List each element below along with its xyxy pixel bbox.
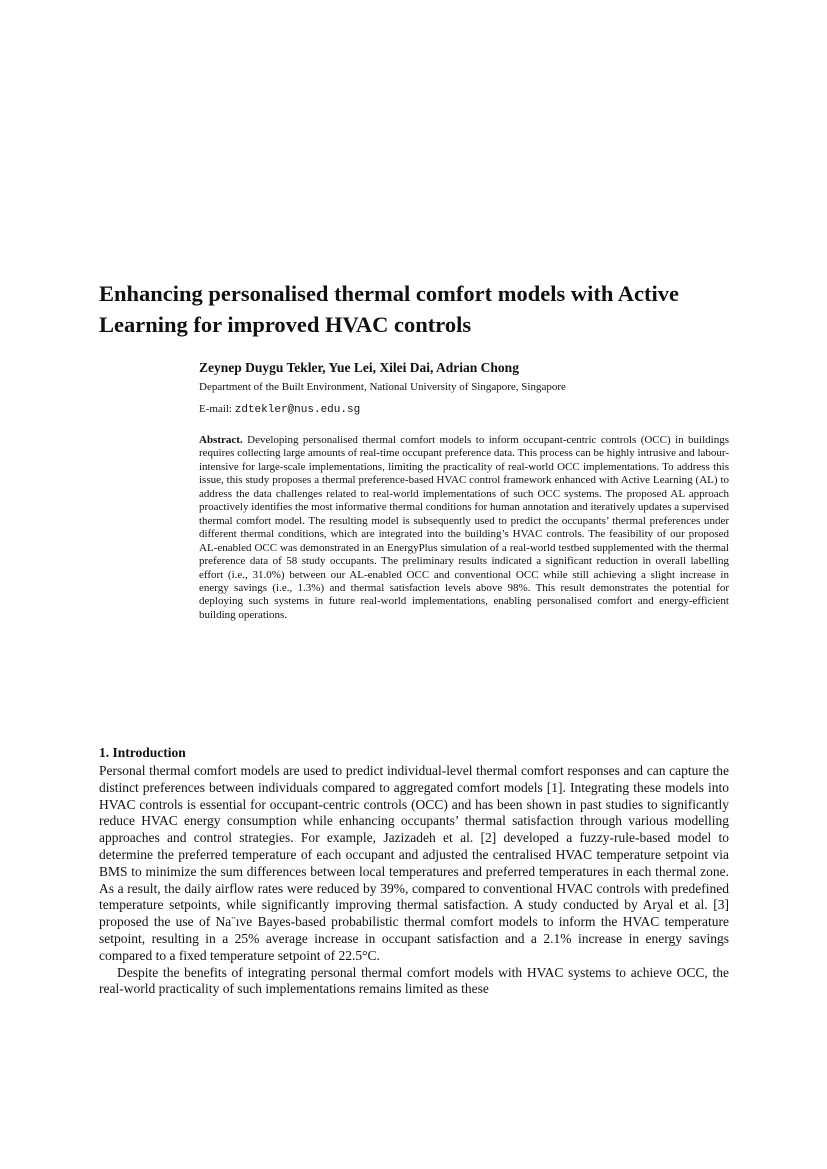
introduction-body (99, 763, 729, 998)
author-list: Zeynep Duygu Tekler, Yue Lei, Xilei Dai, Adrian Chong (199, 360, 519, 375)
abstract-text: Developing personalised thermal comfort models to inform occupant-centric controls (OCC) in buildings requires collecting large amounts of real-time occupant preference data. This process can be highly intrusive and labour-intensive for large-scale implementations, limiting the practicality of real-world OCC implementations. To address this issue, this study proposes a thermal preference-based HVAC control framework enhanced with Active Learning (AL) to address the data challenges related to real-world implementations of such OCC systems. The proposed AL approach proactively identifies the most informative thermal conditions for human annotation and iteratively updates a supervised thermal comfort model. The resulting model is subsequently used to predict the occupants’ thermal preferences under different thermal conditions, which are integrated into the building’s HVAC controls. The feasibility of our proposed AL-enabled OCC was demonstrated in an EnergyPlus simulation of a real-world testbed supplemented with the thermal preference data of 58 study occupants. The preliminary results indicated a significant reduction in overall labelling effort (i.e., 31.0%) between our AL-enabled OCC and conventional OCC while still achieving a slight increase in energy savings (i.e., 1.3%) and thermal satisfaction levels above 98%. This result demonstrates the potential for deploying such systems in future real-world implementations, enabling personalised comfort and energy-efficient building operations. (199, 434, 730, 621)
email-line (199, 403, 360, 416)
paper-title: Enhancing personalised thermal comfort models with Active Learning for improved HVAC controls (99, 281, 679, 337)
abstract-label: Abstract. (199, 434, 243, 446)
intro-paragraph: Despite the benefits of integrating personal thermal comfort models with HVAC systems to achieve OCC, the real-world practicality of such implementations remains limited as these (99, 964, 729, 997)
email-label: E-mail: (199, 403, 235, 415)
section-heading-introduction: 1. Introduction (99, 745, 186, 760)
abstract (199, 434, 729, 622)
intro-paragraph: Personal thermal comfort models are used to predict individual-level thermal comfort responses and can capture the distinct preferences between individuals compared to aggregated comfort models [1]. Integrating these models into HVAC controls is essential for occupant-centric controls (OCC) and has been shown in past studies to significantly reduce HVAC energy consumption while enhancing occupants’ thermal satisfaction through various modelling approaches and control strategies. For example, Jazizadeh et al. [2] developed a fuzzy-rule-based model to determine the preferred temperature of each occupant and adjusted the centralised HVAC temperature setpoint via BMS to minimize the sum differences between local temperatures and preferred temperatures in each thermal zone. As a result, the daily airflow rates were reduced by 39%, compared to conventional HVAC controls with predefined temperature setpoints, while significantly improving thermal satisfaction. A study conducted by Aryal et al. [3] proposed the use of Na¨ıve Bayes-based probabilistic thermal comfort models to inform the HVAC temperature setpoint, resulting in a 25% average increase in occupant satisfaction and a 2.1% increase in energy savings compared to a fixed temperature setpoint of 22.5°C. (99, 763, 729, 963)
email-address[interactable]: zdtekler@nus.edu.sg (234, 404, 361, 416)
affiliation: Department of the Built Environment, National University of Singapore, Singapore (199, 381, 566, 393)
